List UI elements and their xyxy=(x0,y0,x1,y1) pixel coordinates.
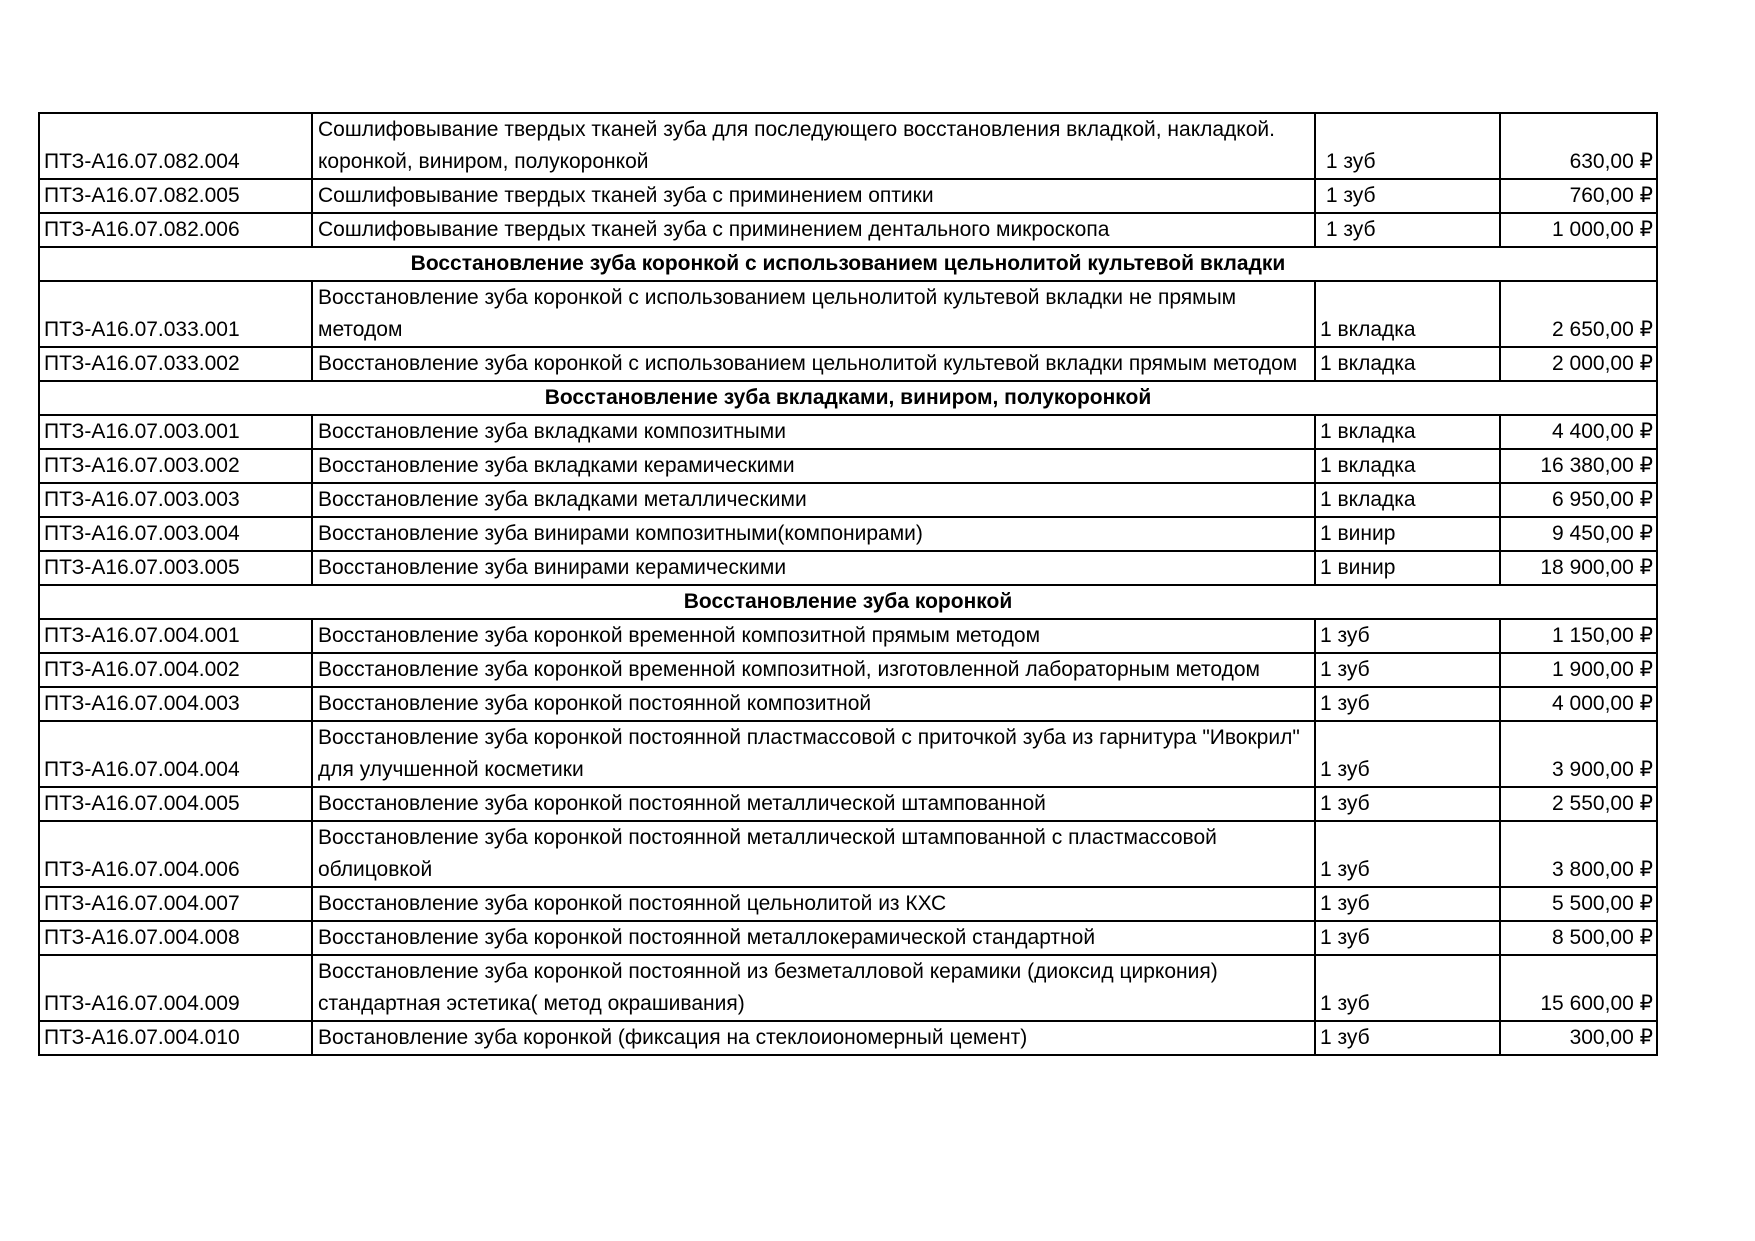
service-unit: 1 винир xyxy=(1315,517,1500,551)
service-name: Сошлифовывание твердых тканей зуба с приминением дентального микроскопа xyxy=(312,213,1315,247)
table-row xyxy=(39,921,1657,955)
service-name: Восстановление зуба коронкой постоянной металлической штампованной с пластмассовой облицовкой xyxy=(312,821,1315,887)
service-name: Восстановление зуба коронкой постоянной композитной xyxy=(312,687,1315,721)
service-unit: 1 зуб xyxy=(1315,887,1500,921)
section-title: Восстановление зуба коронкой с использованием цельнолитой культевой вкладки xyxy=(39,247,1657,281)
service-price: 16 380,00 ₽ xyxy=(1500,449,1657,483)
service-price: 1 000,00 ₽ xyxy=(1500,213,1657,247)
service-code: ПТЗ-А16.07.082.006 xyxy=(39,213,312,247)
service-price: 2 550,00 ₽ xyxy=(1500,787,1657,821)
service-unit: 1 зуб xyxy=(1315,921,1500,955)
service-code: ПТЗ-А16.07.004.002 xyxy=(39,653,312,687)
service-price: 6 950,00 ₽ xyxy=(1500,483,1657,517)
service-unit: 1 вкладка xyxy=(1315,483,1500,517)
table-row xyxy=(39,281,1657,347)
service-code: ПТЗ-А16.07.003.001 xyxy=(39,415,312,449)
service-price: 8 500,00 ₽ xyxy=(1500,921,1657,955)
price-list-page xyxy=(38,112,1656,1056)
service-name: Сошлифовывание твердых тканей зуба с приминением оптики xyxy=(312,179,1315,213)
table-row xyxy=(39,517,1657,551)
service-unit: 1 зуб xyxy=(1315,213,1500,247)
service-price: 300,00 ₽ xyxy=(1500,1021,1657,1055)
service-price: 15 600,00 ₽ xyxy=(1500,955,1657,1021)
service-price: 5 500,00 ₽ xyxy=(1500,887,1657,921)
service-code: ПТЗ-А16.07.003.002 xyxy=(39,449,312,483)
service-price: 18 900,00 ₽ xyxy=(1500,551,1657,585)
service-name: Восстановление зуба коронкой постоянной из безметалловой керамики (диоксид циркония) стандартная эстетика( метод окрашивания) xyxy=(312,955,1315,1021)
service-code: ПТЗ-А16.07.003.005 xyxy=(39,551,312,585)
service-code: ПТЗ-А16.07.004.007 xyxy=(39,887,312,921)
service-unit: 1 вкладка xyxy=(1315,347,1500,381)
service-name: Восстановление зуба коронкой постоянной металлической штампованной xyxy=(312,787,1315,821)
table-row xyxy=(39,721,1657,787)
table-row xyxy=(39,955,1657,1021)
service-unit: 1 зуб xyxy=(1315,1021,1500,1055)
table-row xyxy=(39,551,1657,585)
service-price: 3 800,00 ₽ xyxy=(1500,821,1657,887)
service-unit: 1 вкладка xyxy=(1315,281,1500,347)
service-code: ПТЗ-А16.07.003.004 xyxy=(39,517,312,551)
service-price: 2 650,00 ₽ xyxy=(1500,281,1657,347)
service-code: ПТЗ-А16.07.004.001 xyxy=(39,619,312,653)
service-unit: 1 зуб xyxy=(1315,619,1500,653)
service-name: Восстановление зуба коронкой постоянной металлокерамической стандартной xyxy=(312,921,1315,955)
service-name: Восстановление зуба коронкой с использованием цельнолитой культевой вкладки прямым методом xyxy=(312,347,1315,381)
service-price: 630,00 ₽ xyxy=(1500,113,1657,179)
service-name: Востановление зуба коронкой (фиксация на стеклоиономерный цемент) xyxy=(312,1021,1315,1055)
service-code: ПТЗ-А16.07.033.002 xyxy=(39,347,312,381)
table-row xyxy=(39,787,1657,821)
service-unit: 1 вкладка xyxy=(1315,415,1500,449)
table-row xyxy=(39,113,1657,179)
service-code: ПТЗ-А16.07.004.004 xyxy=(39,721,312,787)
service-name: Восстановление зуба коронкой временной композитной, изготовленной лабораторным методом xyxy=(312,653,1315,687)
service-price: 3 900,00 ₽ xyxy=(1500,721,1657,787)
section-header-row xyxy=(39,381,1657,415)
service-code: ПТЗ-А16.07.004.003 xyxy=(39,687,312,721)
service-price: 4 400,00 ₽ xyxy=(1500,415,1657,449)
service-price: 9 450,00 ₽ xyxy=(1500,517,1657,551)
service-unit: 1 зуб xyxy=(1315,787,1500,821)
service-name: Восстановление зуба вкладками металлическими xyxy=(312,483,1315,517)
table-row xyxy=(39,449,1657,483)
service-code: ПТЗ-А16.07.003.003 xyxy=(39,483,312,517)
service-unit: 1 винир xyxy=(1315,551,1500,585)
service-name: Восстановление зуба винирами композитными(компонирами) xyxy=(312,517,1315,551)
service-code: ПТЗ-А16.07.082.004 xyxy=(39,113,312,179)
service-name: Восстановление зуба коронкой с использованием цельнолитой культевой вкладки не прямым методом xyxy=(312,281,1315,347)
service-code: ПТЗ-А16.07.004.006 xyxy=(39,821,312,887)
service-code: ПТЗ-А16.07.004.009 xyxy=(39,955,312,1021)
table-row xyxy=(39,653,1657,687)
section-header-row xyxy=(39,585,1657,619)
table-row xyxy=(39,213,1657,247)
service-unit: 1 вкладка xyxy=(1315,449,1500,483)
service-name: Восстановление зуба коронкой постоянной пластмассовой с приточкой зуба из гарнитура "Ивокрил" для улучшенной косметики xyxy=(312,721,1315,787)
table-row xyxy=(39,1021,1657,1055)
service-unit: 1 зуб xyxy=(1315,821,1500,887)
section-header-row xyxy=(39,247,1657,281)
table-row xyxy=(39,619,1657,653)
price-table-body xyxy=(39,113,1657,1055)
section-title: Восстановление зуба вкладками, виниром, полукоронкой xyxy=(39,381,1657,415)
table-row xyxy=(39,687,1657,721)
service-unit: 1 зуб xyxy=(1315,687,1500,721)
service-code: ПТЗ-А16.07.033.001 xyxy=(39,281,312,347)
table-row xyxy=(39,887,1657,921)
service-name: Восстановление зуба коронкой временной композитной прямым методом xyxy=(312,619,1315,653)
service-unit: 1 зуб xyxy=(1315,113,1500,179)
service-price: 1 900,00 ₽ xyxy=(1500,653,1657,687)
service-price: 2 000,00 ₽ xyxy=(1500,347,1657,381)
service-code: ПТЗ-А16.07.082.005 xyxy=(39,179,312,213)
table-row xyxy=(39,821,1657,887)
service-price: 760,00 ₽ xyxy=(1500,179,1657,213)
service-code: ПТЗ-А16.07.004.008 xyxy=(39,921,312,955)
service-code: ПТЗ-А16.07.004.005 xyxy=(39,787,312,821)
service-unit: 1 зуб xyxy=(1315,955,1500,1021)
service-price: 4 000,00 ₽ xyxy=(1500,687,1657,721)
service-price: 1 150,00 ₽ xyxy=(1500,619,1657,653)
service-name: Восстановление зуба вкладками композитными xyxy=(312,415,1315,449)
service-unit: 1 зуб xyxy=(1315,179,1500,213)
service-name: Сошлифовывание твердых тканей зуба для последующего восстановления вкладкой, накладкой. коронкой, виниром, полукоронкой xyxy=(312,113,1315,179)
table-row xyxy=(39,415,1657,449)
service-code: ПТЗ-А16.07.004.010 xyxy=(39,1021,312,1055)
service-name: Восстановление зуба винирами керамическими xyxy=(312,551,1315,585)
table-row xyxy=(39,483,1657,517)
service-unit: 1 зуб xyxy=(1315,721,1500,787)
section-title: Восстановление зуба коронкой xyxy=(39,585,1657,619)
service-name: Восстановление зуба вкладками керамическими xyxy=(312,449,1315,483)
service-unit: 1 зуб xyxy=(1315,653,1500,687)
service-name: Восстановление зуба коронкой постоянной цельнолитой из КХС xyxy=(312,887,1315,921)
table-row xyxy=(39,347,1657,381)
table-row xyxy=(39,179,1657,213)
price-table xyxy=(38,112,1658,1056)
